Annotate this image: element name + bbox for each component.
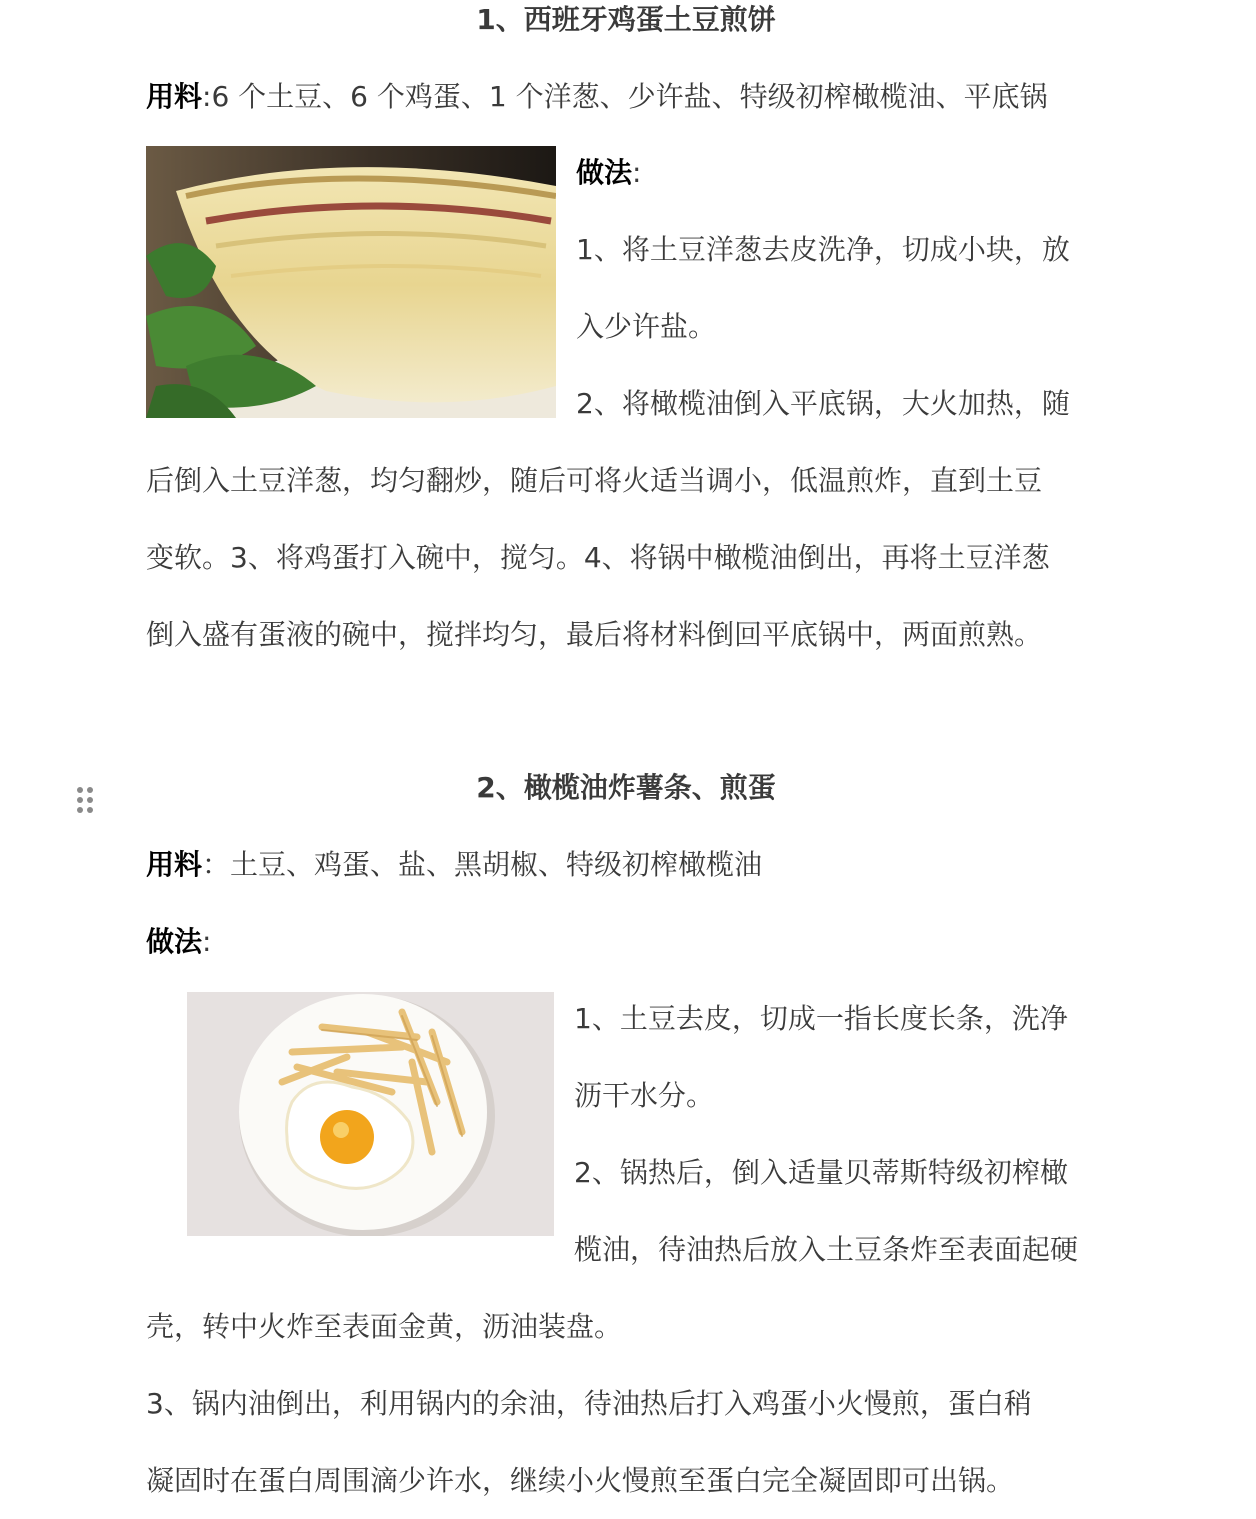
section2-line-3: 2、锅热后，倒入适量贝蒂斯特级初榨橄 (574, 1156, 1068, 1189)
section1-line-5: 变软。3、将鸡蛋打入碗中，搅匀。4、将锅中橄榄油倒出，再将土豆洋葱 (146, 541, 1050, 574)
section1-line-1: 1、将土豆洋葱去皮洗净，切成小块，放 (576, 233, 1070, 266)
section1-ingredients (146, 58, 1048, 135)
section2-line-2: 沥干水分。 (574, 1079, 715, 1112)
method-label: 做法 (576, 156, 633, 189)
ingredients-label: 用料 (146, 80, 203, 113)
method-label: 做法 (146, 925, 203, 958)
section1-method-heading: 做法: (576, 156, 642, 189)
section1-line-4: 后倒入土豆洋葱，均匀翻炒，随后可将火适当调小，低温煎炸，直到土豆 (146, 464, 1043, 497)
drag-handle-icon[interactable] (75, 785, 95, 817)
tortilla-image (146, 146, 556, 418)
section2-ingredients (146, 826, 762, 903)
section2-line-1: 1、土豆去皮，切成一指长度长条，洗净 (574, 1002, 1068, 1035)
section1-title: 1、西班牙鸡蛋土豆煎饼 (476, 3, 776, 36)
ingredients-label: 用料 (146, 848, 203, 881)
section2-line-5: 壳，转中火炸至表面金黄，沥油装盘。 (146, 1310, 623, 1343)
section2-line-4: 榄油，待油热后放入土豆条炸至表面起硬 (574, 1233, 1079, 1266)
ingredients-text: ：土豆、鸡蛋、盐、黑胡椒、特级初榨橄榄油 (202, 848, 763, 881)
fries-egg-image (187, 992, 554, 1236)
section1-line-6: 倒入盛有蛋液的碗中，搅拌均匀，最后将材料倒回平底锅中，两面煎熟。 (146, 618, 1043, 651)
ingredients-text: :6 个土豆、6 个鸡蛋、1 个洋葱、少许盐、特级初榨橄榄油、平底锅 (202, 80, 1048, 113)
section1-line-3: 2、将橄榄油倒入平底锅，大火加热，随 (576, 387, 1070, 420)
section2-line-6: 3、锅内油倒出，利用锅内的余油，待油热后打入鸡蛋小火慢煎，蛋白稍 (146, 1387, 1032, 1420)
section1-line-2: 入少许盐。 (576, 310, 717, 343)
section2-method-heading: 做法: (146, 925, 212, 958)
section2-line-7: 凝固时在蛋白周围滴少许水，继续小火慢煎至蛋白完全凝固即可出锅。 (146, 1464, 1015, 1497)
section2-title: 2、橄榄油炸薯条、煎蛋 (476, 771, 776, 804)
